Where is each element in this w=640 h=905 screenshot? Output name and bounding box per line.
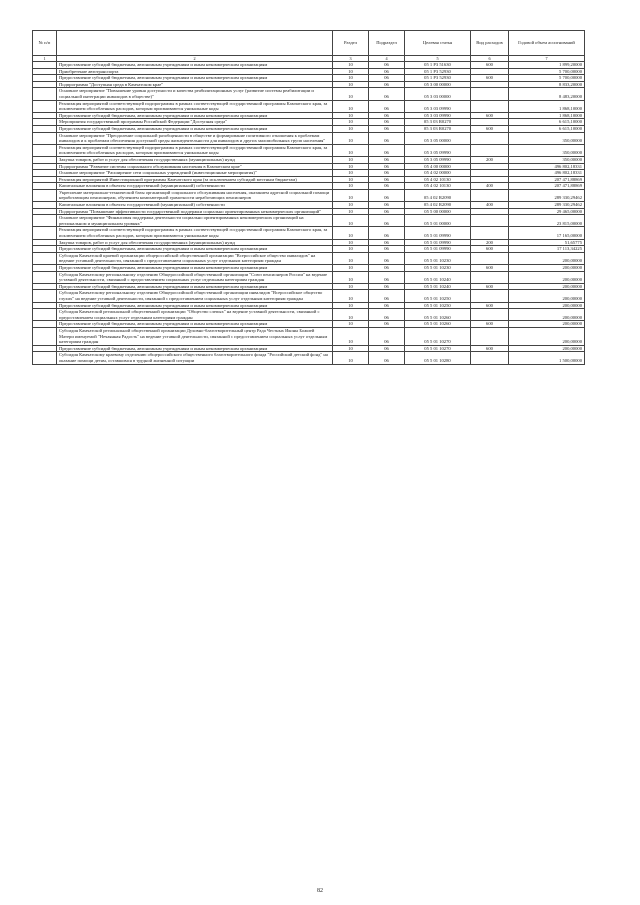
row-target: 05 3 03 09990 xyxy=(405,100,471,112)
row-amount: 207 471,88869 xyxy=(509,176,585,183)
row-section: 10 xyxy=(333,345,369,352)
table-row xyxy=(33,144,585,156)
row-name: Подпрограмма "Повышение эффективности государственной поддержки социально ориентированных некоммерческих организаций" xyxy=(57,208,333,215)
row-subsection: 06 xyxy=(369,68,405,75)
table-row xyxy=(33,239,585,246)
row-num xyxy=(33,283,57,290)
row-amount: 200,00000 xyxy=(509,252,585,264)
row-subsection: 06 xyxy=(369,227,405,239)
table-row xyxy=(33,132,585,144)
table-row xyxy=(33,119,585,126)
row-section: 10 xyxy=(333,189,369,201)
header-target: Целевая статья xyxy=(405,31,471,56)
row-subsection: 06 xyxy=(369,215,405,227)
row-num xyxy=(33,119,57,126)
row-section: 10 xyxy=(333,144,369,156)
row-name: Подпрограмма "Доступная среда в Камчатском крае" xyxy=(57,81,333,88)
column-index: 1 xyxy=(33,56,57,62)
row-target: 05 5 01 10230 xyxy=(405,252,471,264)
row-subsection: 06 xyxy=(369,283,405,290)
row-subsection: 06 xyxy=(369,309,405,321)
row-target: 05 3 00 00000 xyxy=(405,81,471,88)
row-num xyxy=(33,81,57,88)
table-row xyxy=(33,176,585,183)
row-target: 05 5 01 10250 xyxy=(405,302,471,309)
row-target: 05 5 01 10270 xyxy=(405,327,471,345)
row-num xyxy=(33,239,57,246)
table-row xyxy=(33,208,585,215)
budget-table xyxy=(32,30,585,365)
table-row xyxy=(33,327,585,345)
row-subsection: 06 xyxy=(369,265,405,272)
row-exptype xyxy=(471,309,509,321)
row-section: 10 xyxy=(333,309,369,321)
table-row xyxy=(33,81,585,88)
row-exptype xyxy=(471,119,509,126)
row-amount: 6 615,10000 xyxy=(509,125,585,132)
row-subsection: 06 xyxy=(369,75,405,82)
row-exptype xyxy=(471,132,509,144)
row-exptype xyxy=(471,100,509,112)
row-amount: 350,00000 xyxy=(509,156,585,163)
row-subsection: 06 xyxy=(369,119,405,126)
table-row xyxy=(33,156,585,163)
table-row xyxy=(33,345,585,352)
row-num xyxy=(33,309,57,321)
row-amount: 496 802,18331 xyxy=(509,163,585,170)
table-body xyxy=(33,62,585,365)
row-exptype: 600 xyxy=(471,62,509,69)
row-exptype xyxy=(471,290,509,302)
row-target: 05 3 05 00000 xyxy=(405,132,471,144)
row-name: Основное мероприятие "Повышение уровня доступности и качества реабилитационных услуг (развитие системы реабилитации и социальной интеграции инвалидов в обществе)" xyxy=(57,88,333,100)
table-row xyxy=(33,302,585,309)
row-num xyxy=(33,227,57,239)
row-subsection: 06 xyxy=(369,189,405,201)
row-name: Закупка товаров, работ и услуг для обеспечения государственных (муниципальных) нужд xyxy=(57,156,333,163)
row-name: Мероприятия государственной программы Российской Федерации "Доступная среда" xyxy=(57,119,333,126)
row-name: Субсидия Камчатскому краевому отделению общероссийского общественного благотворительного фонда "Российский детский фонд" на оказание помощи детям, оставшимся в трудной жизненной ситуации xyxy=(57,352,333,364)
row-exptype xyxy=(471,208,509,215)
row-section: 10 xyxy=(333,81,369,88)
row-target: 05 5 01 00000 xyxy=(405,215,471,227)
row-num xyxy=(33,290,57,302)
table-row xyxy=(33,321,585,328)
column-index: 4 xyxy=(369,56,405,62)
row-subsection: 06 xyxy=(369,144,405,156)
row-subsection: 06 xyxy=(369,81,405,88)
row-num xyxy=(33,68,57,75)
row-amount: 8 483,20000 xyxy=(509,88,585,100)
row-amount: 350,00000 xyxy=(509,144,585,156)
row-amount: 17 113,34225 xyxy=(509,246,585,253)
table-row xyxy=(33,125,585,132)
row-subsection: 06 xyxy=(369,252,405,264)
row-section: 10 xyxy=(333,119,369,126)
row-amount: 350,00000 xyxy=(509,132,585,144)
row-num xyxy=(33,132,57,144)
row-amount: 200,00000 xyxy=(509,309,585,321)
row-exptype xyxy=(471,227,509,239)
row-name: Предоставление субсидий бюджетным, автономным учреждениям и иным некоммерческим организациям xyxy=(57,246,333,253)
row-target: 05 4 02 10130 xyxy=(405,183,471,190)
row-subsection: 06 xyxy=(369,246,405,253)
row-name: Субсидия Камчатскому региональному отделению Общероссийской общественной организации "Союз пенсионеров России" на ведение уставной деятельности, связанной с предоставлением социальных услуг отдельным категориям граждан xyxy=(57,271,333,283)
header-name xyxy=(57,31,333,56)
row-subsection: 06 xyxy=(369,100,405,112)
header-subsection: Подраздел xyxy=(369,31,405,56)
row-section: 10 xyxy=(333,112,369,119)
row-subsection: 06 xyxy=(369,88,405,100)
row-target: 05 3 05 09990 xyxy=(405,144,471,156)
row-subsection: 06 xyxy=(369,345,405,352)
table-row xyxy=(33,271,585,283)
table-row xyxy=(33,75,585,82)
row-num xyxy=(33,62,57,69)
row-section: 10 xyxy=(333,62,369,69)
table-row xyxy=(33,227,585,239)
table-row xyxy=(33,246,585,253)
table-header xyxy=(33,31,585,62)
row-amount: 29 465,00000 xyxy=(509,208,585,215)
row-amount: 289 330,29462 xyxy=(509,189,585,201)
row-section: 10 xyxy=(333,68,369,75)
row-amount: 200,00000 xyxy=(509,321,585,328)
row-target: 05 3 03 R0270 xyxy=(405,119,471,126)
row-section: 10 xyxy=(333,183,369,190)
row-section: 10 xyxy=(333,265,369,272)
row-exptype xyxy=(471,176,509,183)
table-row xyxy=(33,68,585,75)
row-exptype: 200 xyxy=(471,239,509,246)
row-exptype: 600 xyxy=(471,75,509,82)
row-section: 10 xyxy=(333,290,369,302)
row-exptype: 600 xyxy=(471,265,509,272)
row-exptype: 600 xyxy=(471,112,509,119)
row-target: 05 3 05 09990 xyxy=(405,156,471,163)
row-name: Предоставление субсидий бюджетным, автономным учреждениям и иным некоммерческим организациям xyxy=(57,62,333,69)
row-num xyxy=(33,163,57,170)
row-exptype xyxy=(471,68,509,75)
row-section: 10 xyxy=(333,170,369,177)
row-exptype xyxy=(471,88,509,100)
row-target: 05 3 03 00000 xyxy=(405,88,471,100)
row-target: 05 5 01 09990 xyxy=(405,246,471,253)
row-exptype: 600 xyxy=(471,321,509,328)
row-num xyxy=(33,156,57,163)
row-section: 10 xyxy=(333,215,369,227)
row-num xyxy=(33,189,57,201)
row-amount: 8 833,20000 xyxy=(509,81,585,88)
row-subsection: 06 xyxy=(369,239,405,246)
row-name: Основное мероприятие "Преодоление социальной разобщенности в обществе и формирование позитивного отношения к проблемам инвалидов и к проблемам обеспечения доступной среды жизнедеятельности для инвалидов и других маломобильных групп населения" xyxy=(57,132,333,144)
table-row xyxy=(33,163,585,170)
row-exptype xyxy=(471,352,509,364)
row-amount: 207 471,88869 xyxy=(509,183,585,190)
row-num xyxy=(33,100,57,112)
row-num xyxy=(33,183,57,190)
row-subsection: 06 xyxy=(369,132,405,144)
row-amount: 496 802,18331 xyxy=(509,170,585,177)
row-num xyxy=(33,271,57,283)
row-amount: 1 500,00000 xyxy=(509,352,585,364)
row-amount: 200,00000 xyxy=(509,265,585,272)
page-number: 82 xyxy=(317,888,323,894)
row-section: 10 xyxy=(333,227,369,239)
row-name: Реализация мероприятий Инвестиционной программы Камчатского края (за исключением субсидий местным бюджетам) xyxy=(57,176,333,183)
row-section: 10 xyxy=(333,202,369,209)
row-target: 05 5 01 10270 xyxy=(405,345,471,352)
row-target: 05 5 01 10230 xyxy=(405,265,471,272)
row-num xyxy=(33,208,57,215)
row-name: Предоставление субсидий бюджетным, автономным учреждениям и иным некоммерческим организациям xyxy=(57,345,333,352)
row-amount: 200,00000 xyxy=(509,302,585,309)
row-amount: 1 868,10000 xyxy=(509,100,585,112)
row-amount: 23 815,00000 xyxy=(509,215,585,227)
row-section: 10 xyxy=(333,75,369,82)
column-index: 2 xyxy=(57,56,333,62)
row-exptype xyxy=(471,163,509,170)
row-target: 05 4 00 00000 xyxy=(405,163,471,170)
row-section: 10 xyxy=(333,302,369,309)
row-amount: 6 615,10000 xyxy=(509,119,585,126)
row-section: 10 xyxy=(333,246,369,253)
row-name: Предоставление субсидий бюджетным, автономным учреждениям и иным некоммерческим организациям xyxy=(57,321,333,328)
row-num xyxy=(33,321,57,328)
row-target: 05 5 01 09990 xyxy=(405,227,471,239)
row-subsection: 06 xyxy=(369,183,405,190)
row-name: Основное мероприятие "Финансовая поддержка деятельности социально ориентированных некоммерческих организаций на региональном и муниципальном уровнях" xyxy=(57,215,333,227)
header-exptype: Вид расходов xyxy=(471,31,509,56)
row-name: Субсидия Камчатской краевой организации общероссийской общественной организации "Всероссийское общество инвалидов" на ведение уставной деятельности, связанной с предоставлением социальных услуг отдельным категориям граждан xyxy=(57,252,333,264)
row-num xyxy=(33,302,57,309)
row-num xyxy=(33,352,57,364)
row-amount: 289 330,29462 xyxy=(509,202,585,209)
row-num xyxy=(33,265,57,272)
header-amount: Годовой объем ассигнований xyxy=(509,31,585,56)
row-name: Капитальные вложения в объекты государственной (муниципальной) собственности xyxy=(57,183,333,190)
row-num xyxy=(33,327,57,345)
row-name: Закупка товаров, работ и услуг для обеспечения государственных (муниципальных) нужд xyxy=(57,239,333,246)
row-target: 05 4 02 10130 xyxy=(405,176,471,183)
row-exptype xyxy=(471,215,509,227)
row-exptype xyxy=(471,189,509,201)
column-index: 5 xyxy=(405,56,471,62)
row-num xyxy=(33,144,57,156)
row-section: 10 xyxy=(333,239,369,246)
row-num xyxy=(33,112,57,119)
row-name: Приобретение автотранспорта xyxy=(57,68,333,75)
header-section: Раздел xyxy=(333,31,369,56)
row-exptype xyxy=(471,327,509,345)
table-row xyxy=(33,170,585,177)
row-section: 10 xyxy=(333,208,369,215)
row-section: 10 xyxy=(333,156,369,163)
row-exptype xyxy=(471,81,509,88)
row-subsection: 06 xyxy=(369,321,405,328)
row-target: 05 5 01 10280 xyxy=(405,352,471,364)
row-subsection: 06 xyxy=(369,271,405,283)
table-row xyxy=(33,189,585,201)
table-row xyxy=(33,100,585,112)
row-subsection: 06 xyxy=(369,112,405,119)
row-name: Капитальные вложения в объекты государственной (муниципальной) собственности xyxy=(57,202,333,209)
row-amount: 5 700,00000 xyxy=(509,75,585,82)
row-amount: 1 899,20000 xyxy=(509,62,585,69)
row-exptype: 600 xyxy=(471,302,509,309)
row-subsection: 06 xyxy=(369,202,405,209)
row-name: Предоставление субсидий бюджетным, автономным учреждениям и иным некоммерческим организациям xyxy=(57,302,333,309)
row-num xyxy=(33,88,57,100)
row-exptype xyxy=(471,271,509,283)
column-index: 7 xyxy=(509,56,585,62)
row-target: 05 5 01 09990 xyxy=(405,239,471,246)
row-section: 10 xyxy=(333,252,369,264)
row-subsection: 06 xyxy=(369,302,405,309)
row-subsection: 06 xyxy=(369,176,405,183)
table-row xyxy=(33,265,585,272)
row-exptype xyxy=(471,252,509,264)
table-row xyxy=(33,252,585,264)
row-target: 05 5 01 10240 xyxy=(405,271,471,283)
row-subsection: 06 xyxy=(369,352,405,364)
row-subsection: 06 xyxy=(369,125,405,132)
row-section: 10 xyxy=(333,283,369,290)
row-amount: 200,00000 xyxy=(509,290,585,302)
row-target: 05 3 03 R0270 xyxy=(405,125,471,132)
row-num xyxy=(33,125,57,132)
row-section: 10 xyxy=(333,327,369,345)
row-num xyxy=(33,252,57,264)
row-exptype: 600 xyxy=(471,125,509,132)
row-exptype xyxy=(471,170,509,177)
row-section: 10 xyxy=(333,271,369,283)
row-num xyxy=(33,345,57,352)
table-row xyxy=(33,215,585,227)
row-amount: 200,00000 xyxy=(509,271,585,283)
row-name: Предоставление субсидий бюджетным, автономным учреждениям и иным некоммерческим организациям xyxy=(57,75,333,82)
row-section: 10 xyxy=(333,125,369,132)
row-exptype: 600 xyxy=(471,283,509,290)
row-section: 10 xyxy=(333,88,369,100)
row-exptype: 600 xyxy=(471,345,509,352)
row-subsection: 06 xyxy=(369,327,405,345)
header-num: № п/п xyxy=(33,31,57,56)
row-name: Реализация мероприятий соответствующей подпрограммы в рамках соответствующей государственной программы Камчатского края, за исключением обособленных расходов, которым присваиваются уникальные коды xyxy=(57,100,333,112)
row-amount: 51,65775 xyxy=(509,239,585,246)
row-num xyxy=(33,215,57,227)
row-name: Основное мероприятие "Расширение сети социальных учреждений (инвестиционные мероприятия)" xyxy=(57,170,333,177)
row-exptype: 400 xyxy=(471,202,509,209)
row-name: Предоставление субсидий бюджетным, автономным учреждениям и иным некоммерческим организациям xyxy=(57,265,333,272)
row-target: 05 4 02 R2090 xyxy=(405,189,471,201)
row-target: 05 1 P3 52930 xyxy=(405,75,471,82)
table-row xyxy=(33,202,585,209)
row-name: Субсидия Камчатской региональной общественной организации Духовно-благотворительный центр Рада Честных Иконы Божией Матери именуемой "Нечаянная Радость" на ведение уставной деятельности, связанной с предоставлением социальных услуг отдельным категориям граждан xyxy=(57,327,333,345)
row-target: 05 1 P3 51630 xyxy=(405,62,471,69)
row-target: 05 4 02 00000 xyxy=(405,170,471,177)
row-exptype: 400 xyxy=(471,183,509,190)
row-target: 05 3 03 09990 xyxy=(405,112,471,119)
row-target: 05 5 00 00000 xyxy=(405,208,471,215)
row-name: Реализация мероприятий соответствующей подпрограммы в рамках соответствующей государственной программы Камчатского края, за исключением обособленных расходов, которым присваиваются уникальные коды xyxy=(57,227,333,239)
row-section: 10 xyxy=(333,132,369,144)
row-amount: 200,00000 xyxy=(509,345,585,352)
row-num xyxy=(33,202,57,209)
row-target: 05 1 P3 52930 xyxy=(405,68,471,75)
row-name: Подпрограмма "Развитие системы социального обслуживания населения в Камчатском крае" xyxy=(57,163,333,170)
row-subsection: 06 xyxy=(369,62,405,69)
row-subsection: 06 xyxy=(369,170,405,177)
row-subsection: 06 xyxy=(369,208,405,215)
row-name: Субсидия Камчатскому региональному отделению Общероссийской общественной организации инвалидов "Всероссийское общество глухих" на ведение уставной деятельности, связанной с предоставлением социальных услуг отдельным категориям граждан xyxy=(57,290,333,302)
column-index: 3 xyxy=(333,56,369,62)
row-name: Предоставление субсидий бюджетным, автономным учреждениям и иным некоммерческим организациям xyxy=(57,112,333,119)
row-section: 10 xyxy=(333,176,369,183)
table-row xyxy=(33,183,585,190)
row-name: Реализация мероприятий соответствующей подпрограммы в рамках соответствующей государственной программы Камчатского края, за исключением обособленных расходов, которым присваиваются уникальные коды xyxy=(57,144,333,156)
row-target: 05 5 01 10260 xyxy=(405,321,471,328)
row-section: 10 xyxy=(333,163,369,170)
row-section: 10 xyxy=(333,321,369,328)
row-section: 10 xyxy=(333,100,369,112)
table-row xyxy=(33,309,585,321)
row-name: Предоставление субсидий бюджетным, автономным учреждениям и иным некоммерческим организациям xyxy=(57,125,333,132)
row-amount: 1 868,10000 xyxy=(509,112,585,119)
column-index: 6 xyxy=(471,56,509,62)
row-num xyxy=(33,246,57,253)
table-row xyxy=(33,283,585,290)
row-section: 10 xyxy=(333,352,369,364)
row-amount: 200,00000 xyxy=(509,283,585,290)
row-exptype: 600 xyxy=(471,246,509,253)
row-num xyxy=(33,75,57,82)
row-num xyxy=(33,176,57,183)
row-name: Предоставление субсидий бюджетным, автономным учреждениям и иным некоммерческим организациям xyxy=(57,283,333,290)
row-target: 05 5 01 10240 xyxy=(405,283,471,290)
row-amount: 5 700,00000 xyxy=(509,68,585,75)
row-target: 05 5 01 10260 xyxy=(405,309,471,321)
table-row xyxy=(33,290,585,302)
table-row xyxy=(33,352,585,364)
row-subsection: 06 xyxy=(369,290,405,302)
row-amount: 200,00000 xyxy=(509,327,585,345)
row-name: Субсидия Камчатской региональной общественной организации "Общество слепых" на ведение уставной деятельности, связанной с предоставлением социальных услуг отдельным категориям граждан xyxy=(57,309,333,321)
row-name: Укрепление материально-технической базы организаций социального обслуживания населения, оказанием адресной социальной помощи неработающим пенсионерам, обучением компьютерной грамотности неработающих пенсионеров xyxy=(57,189,333,201)
table-row xyxy=(33,88,585,100)
row-subsection: 06 xyxy=(369,156,405,163)
row-target: 05 5 01 10250 xyxy=(405,290,471,302)
row-subsection: 06 xyxy=(369,163,405,170)
row-target: 05 4 02 R2090 xyxy=(405,202,471,209)
row-exptype xyxy=(471,144,509,156)
table-row xyxy=(33,112,585,119)
row-amount: 17 165,00000 xyxy=(509,227,585,239)
table-row xyxy=(33,62,585,69)
row-num xyxy=(33,170,57,177)
row-exptype: 200 xyxy=(471,156,509,163)
